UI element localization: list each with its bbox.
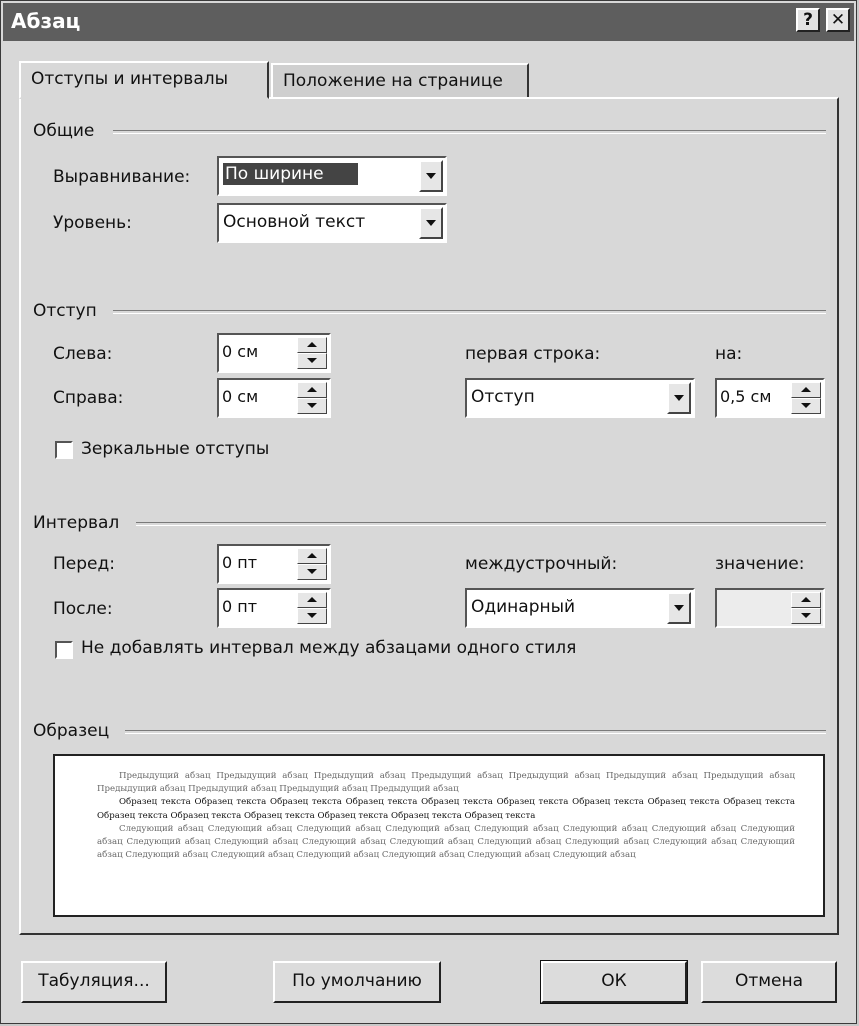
no-space-same-style-label[interactable]: Не добавлять интервал между абзацами одного стиля bbox=[81, 638, 577, 658]
help-button[interactable]: ? bbox=[796, 8, 820, 32]
tabs-button[interactable]: Табуляция... bbox=[21, 961, 167, 1003]
alignment-value: По ширине bbox=[223, 163, 358, 185]
tab-label: Отступы и интервалы bbox=[31, 69, 229, 89]
tab-indents-spacing[interactable] bbox=[19, 61, 269, 99]
at-label: значение: bbox=[715, 554, 805, 574]
group-preview-label: Образец bbox=[33, 721, 115, 741]
preview-next-paragraph: Следующий абзац Следующий абзац Следующий абзац Следующий абзац Следующий абзац Следующий абзац Следующий абзац Следующий абзац Следующий абзац Следующий абзац Следующий абзац Следующий абзац Следующий абзац Следующий абзац Следующий абзац Следующий абзац Следующий абзац Следующий абзац Следующий абзац Следующий абзац Следующий абзац Следующий абзац bbox=[97, 823, 795, 861]
spacing-after-value: 0 пт bbox=[222, 597, 258, 616]
by-label: на: bbox=[715, 344, 743, 364]
indent-left-value: 0 см bbox=[222, 342, 259, 361]
dialog-title: Абзац bbox=[11, 9, 81, 33]
spacing-before-label: Перед: bbox=[53, 554, 115, 574]
preview-previous-paragraph: Предыдущий абзац Предыдущий абзац Предыдущий абзац Предыдущий абзац Предыдущий абзац Предыдущий абзац Предыдущий абзац Предыдущий абзац Предыдущий абзац Предыдущий абзац Предыдущий абзац bbox=[97, 771, 795, 795]
ok-button[interactable]: ОК bbox=[541, 961, 687, 1003]
spacing-before-value: 0 пт bbox=[222, 553, 258, 572]
alignment-label: Выравнивание: bbox=[53, 167, 191, 187]
first-line-label: первая строка: bbox=[465, 344, 601, 364]
cancel-button[interactable]: Отмена bbox=[701, 961, 837, 1003]
close-button[interactable]: ✕ bbox=[826, 8, 850, 32]
line-spacing-label: междустрочный: bbox=[465, 554, 618, 574]
indent-left-label: Слева: bbox=[53, 344, 113, 364]
indent-right-label: Справа: bbox=[53, 388, 124, 408]
level-label: Уровень: bbox=[53, 213, 132, 233]
title-bar[interactable] bbox=[3, 3, 854, 41]
tab-panel bbox=[19, 97, 839, 935]
first-line-value: Отступ bbox=[471, 387, 535, 407]
tab-label: Положение на странице bbox=[283, 71, 503, 91]
group-indent-label: Отступ bbox=[33, 301, 103, 321]
spacing-after-label: После: bbox=[53, 599, 113, 619]
preview-sample-paragraph: Образец текста Образец текста Образец текста Образец текста Образец текста Образец текста Образец текста Образец текста Образец текста Образец текста Образец текста Образец текста Образец текста Образец текста Образец текста bbox=[97, 797, 795, 821]
group-general-label: Общие bbox=[33, 121, 100, 141]
mirror-indents-label[interactable]: Зеркальные отступы bbox=[81, 439, 270, 459]
group-spacing-label: Интервал bbox=[33, 513, 125, 533]
indent-right-value: 0 см bbox=[222, 387, 259, 406]
first-line-by-value: 0,5 см bbox=[720, 387, 772, 406]
level-value: Основной текст bbox=[223, 212, 366, 232]
set-default-button[interactable]: По умолчанию bbox=[273, 961, 441, 1003]
line-spacing-value: Одинарный bbox=[471, 597, 576, 617]
tab-line-page-breaks[interactable] bbox=[271, 63, 529, 99]
